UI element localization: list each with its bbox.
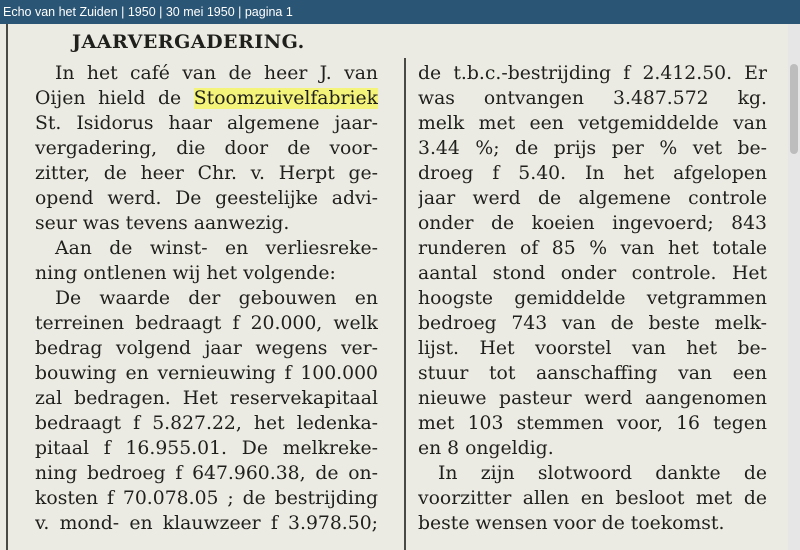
text-line: In zijn slotwoord dankte de (438, 463, 767, 484)
article-column-left (35, 61, 378, 536)
text-line: runderen of 85 % van het totale (418, 238, 767, 259)
text-line-content: pitaal f 16.955.01. De melkreke- (35, 438, 378, 459)
newspaper-clipping (0, 24, 788, 550)
text-line-content: Aan de winst- en verliesreke- (55, 238, 378, 259)
text-line (35, 336, 378, 361)
text-line-content: bedrag volgend jaar wegens ver- (35, 338, 378, 359)
text-line-content: kosten f 70.078.05 ; de bestrijding (35, 488, 378, 509)
text-line (35, 236, 378, 261)
text-line-content: ning bedroeg f 647.960.38, de on- (35, 463, 378, 484)
page-caption: Echo van het Zuiden | 1950 | 30 mei 1950 | pagina 1 (0, 0, 800, 24)
text-line (35, 361, 378, 386)
text-line-content: zal bedragen. Het reservekapitaal (35, 388, 378, 409)
text-line (35, 386, 378, 411)
text-line: jaar werd de algemene controle (418, 188, 767, 209)
text-line (35, 136, 378, 161)
text-line: en 8 ongeldig. (418, 438, 554, 459)
text-line (35, 261, 378, 286)
text-line-content: v. mond- en klauwzeer f 3.978.50; (35, 513, 378, 534)
text-line (35, 211, 378, 236)
text-line: aantal stond onder controle. Het (418, 263, 767, 284)
text-line-content: ning ontlenen wij het volgende: (35, 263, 336, 284)
text-line (35, 311, 378, 336)
text-line-content: Oijen hield de (35, 88, 194, 109)
text-line: met 103 stemmen voor, 16 tegen (418, 413, 767, 434)
text-line (35, 436, 378, 461)
left-border-rule (6, 24, 8, 550)
text-line (35, 511, 378, 536)
text-line-content: De waarde der gebouwen en (55, 288, 378, 309)
text-line (35, 286, 378, 311)
text-line: droeg f 5.40. In het afgelopen (418, 163, 767, 184)
text-line-content: opend werd. De geestelijke advi- (35, 188, 378, 209)
text-line-content: In het café van de heer J. van (55, 63, 378, 84)
text-line: nieuwe pasteur werd aangenomen (418, 388, 767, 409)
text-line: de t.b.c.-bestrijding f 2.412.50. Er (418, 63, 767, 84)
text-line (35, 411, 378, 436)
text-line: lijst. Het voorstel van het be- (418, 338, 767, 359)
text-line-content: St. Isidorus haar algemene jaar- (35, 113, 378, 134)
scrollbar-thumb[interactable] (790, 64, 798, 154)
text-line: onder de koeien ingevoerd; 843 (418, 213, 767, 234)
search-highlight: Stoomzuivelfabriek (193, 88, 378, 109)
text-line (35, 186, 378, 211)
text-line-content: bedraagt f 5.827.22, het ledenka- (35, 413, 378, 434)
text-line: beste wensen voor de toekomst. (418, 513, 725, 534)
text-line: stuur tot aanschaffing van een (418, 363, 767, 384)
text-line: hoogste gemiddelde vetgrammen (418, 288, 767, 309)
text-line-content: zitter, de heer Chr. v. Herpt ge- (35, 163, 378, 184)
column-divider-rule (404, 58, 406, 550)
text-line: 3.44 %; de prijs per % vet be- (418, 138, 767, 159)
text-line-content: vergadering, die door de voor- (35, 138, 378, 159)
text-line (35, 111, 378, 136)
text-line-content: terreinen bedraagt f 20.000, welk (35, 313, 378, 334)
text-line: was ontvangen 3.487.572 kg. (418, 88, 767, 109)
text-line (35, 61, 378, 86)
text-line: voorzitter allen en besloot met de (418, 488, 767, 509)
text-line (35, 161, 378, 186)
text-line (35, 486, 378, 511)
vertical-scrollbar[interactable] (788, 24, 800, 550)
text-line: melk met een vetgemiddelde van (418, 113, 767, 134)
text-line-content: seur was tevens aanwezig. (35, 213, 290, 234)
text-line: bedroeg 743 van de beste melk- (418, 313, 767, 334)
text-line-content: bouwing en vernieuwing f 100.000 (35, 363, 378, 384)
text-line (35, 461, 378, 486)
text-line (35, 86, 378, 111)
article-column-right (418, 61, 767, 536)
article-headline: JAARVERGADERING. (72, 31, 305, 53)
